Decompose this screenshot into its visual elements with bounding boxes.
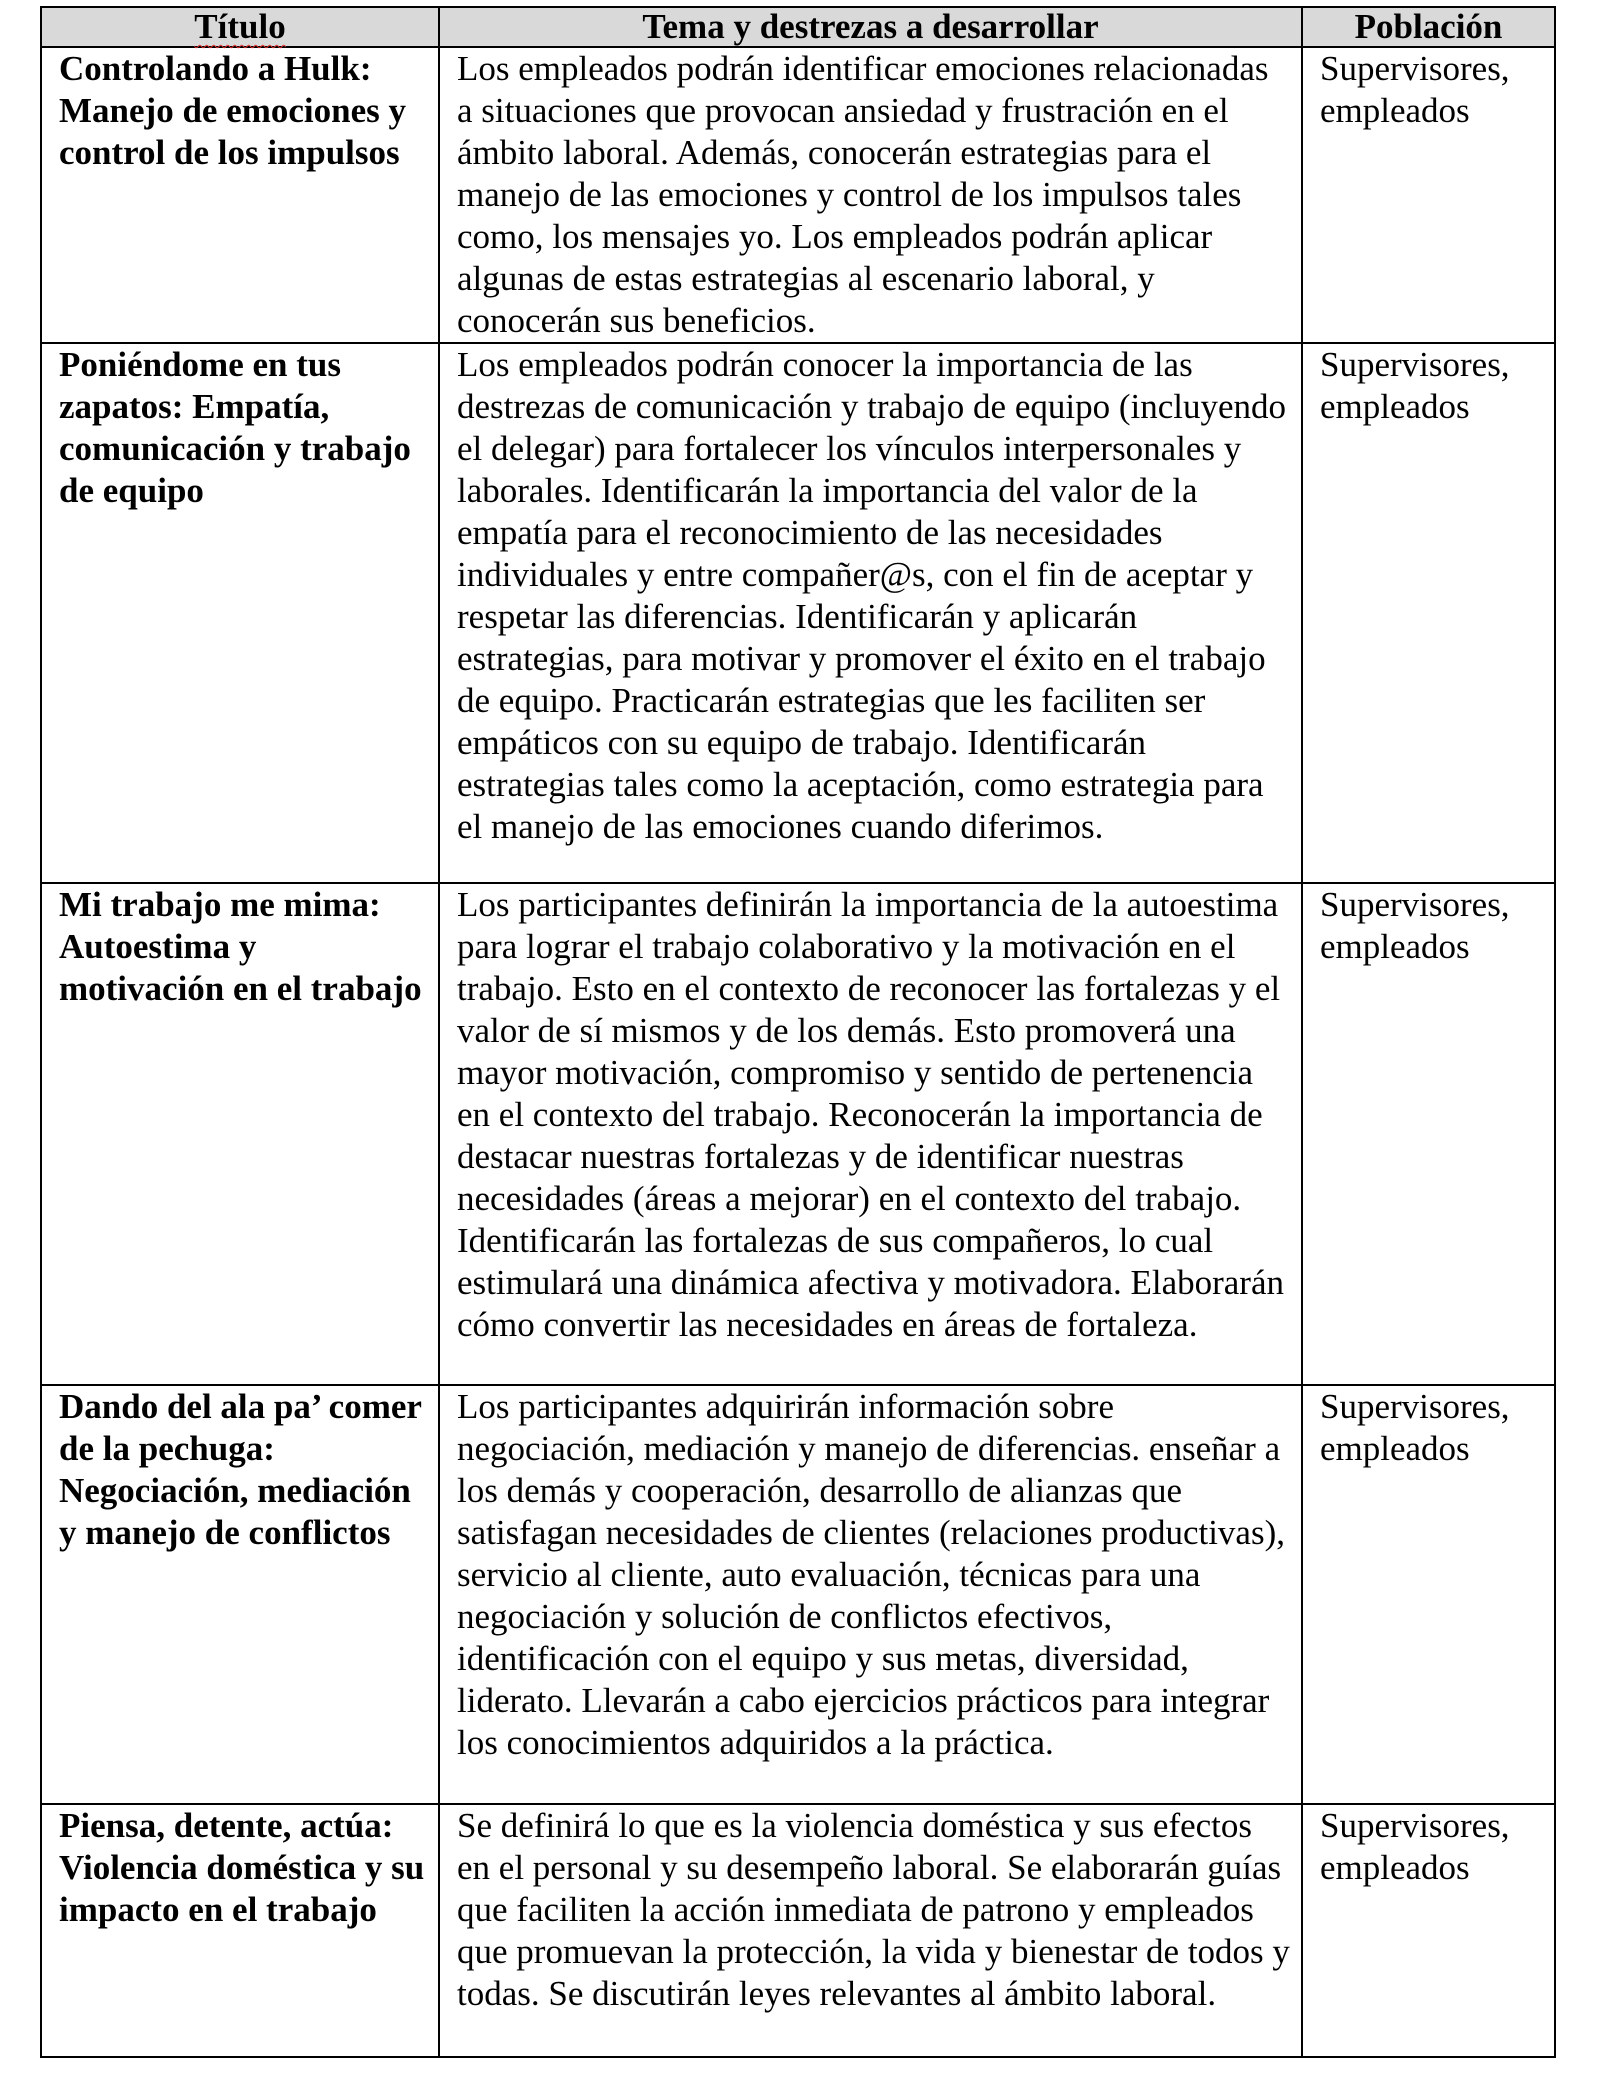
- row-title: Piensa, detente, actúa: Violencia doméstica y su impacto en el trabajo: [41, 1804, 439, 2057]
- table-row: [41, 343, 1555, 883]
- row-population: Supervisores, empleados: [1302, 1385, 1555, 1804]
- row-population: Supervisores, empleados: [1302, 883, 1555, 1385]
- row-title: Controlando a Hulk: Manejo de emociones y control de los impulsos: [41, 47, 439, 343]
- table-row: [41, 1804, 1555, 2057]
- workshop-table: [40, 6, 1556, 2058]
- row-description: Los empleados podrán conocer la importancia de las destrezas de comunicación y trabajo de equipo (incluyendo el delegar) para fortalecer los vínculos interpersonales y laborales. Identificarán la importancia del valor de la empatía para el reconocimiento de las necesidades individuales y entre compañer@s, con el fin de aceptar y respetar las diferencias. Identificarán y aplicarán estrategias, para motivar y promover el éxito en el trabajo de equipo. Practicarán estrategias que les faciliten ser empáticos con su equipo de trabajo. Identificarán estrategias tales como la aceptación, como estrategia para el manejo de las emociones cuando diferimos.: [439, 343, 1302, 883]
- header-title-text: Título: [194, 7, 286, 46]
- row-description: Los participantes definirán la importancia de la autoestima para lograr el trabajo colaborativo y la motivación en el trabajo. Esto en el contexto de reconocer las fortalezas y el valor de sí mismos y de los demás. Esto promoverá una mayor motivación, compromiso y sentido de pertenencia en el contexto del trabajo. Reconocerán la importancia de destacar nuestras fortalezas y de identificar nuestras necesidades (áreas a mejorar) en el contexto del trabajo. Identificarán las fortalezas de sus compañeros, lo cual estimulará una dinámica afectiva y motivadora. Elaborarán cómo convertir las necesidades en áreas de fortaleza.: [439, 883, 1302, 1385]
- header-title: [41, 7, 439, 47]
- row-title: Poniéndome en tus zapatos: Empatía, comunicación y trabajo de equipo: [41, 343, 439, 883]
- table-row: [41, 47, 1555, 343]
- header-topic: Tema y destrezas a desarrollar: [439, 7, 1302, 47]
- row-population: Supervisores, empleados: [1302, 343, 1555, 883]
- row-title: Mi trabajo me mima: Autoestima y motivación en el trabajo: [41, 883, 439, 1385]
- row-population: Supervisores, empleados: [1302, 1804, 1555, 2057]
- row-description: Se definirá lo que es la violencia doméstica y sus efectos en el personal y su desempeño laboral. Se elaborarán guías que faciliten la acción inmediata de patrono y empleados que promuevan la protección, la vida y bienestar de todos y todas. Se discutirán leyes relevantes al ámbito laboral.: [439, 1804, 1302, 2057]
- table-row: [41, 1385, 1555, 1804]
- header-row: [41, 7, 1555, 47]
- header-population: Población: [1302, 7, 1555, 47]
- row-population: Supervisores, empleados: [1302, 47, 1555, 343]
- row-description: Los participantes adquirirán información sobre negociación, mediación y manejo de diferencias. enseñar a los demás y cooperación, desarrollo de alianzas que satisfagan necesidades de clientes (relaciones productivas), servicio al cliente, auto evaluación, técnicas para una negociación y solución de conflictos efectivos, identificación con el equipo y sus metas, diversidad, liderato. Llevarán a cabo ejercicios prácticos para integrar los conocimientos adquiridos a la práctica.: [439, 1385, 1302, 1804]
- table-row: [41, 883, 1555, 1385]
- row-description: Los empleados podrán identificar emociones relacionadas a situaciones que provocan ansiedad y frustración en el ámbito laboral. Además, conocerán estrategias para el manejo de las emociones y control de los impulsos tales como, los mensajes yo. Los empleados podrán aplicar algunas de estas estrategias al escenario laboral, y conocerán sus beneficios.: [439, 47, 1302, 343]
- row-title: Dando del ala pa’ comer de la pechuga: Negociación, mediación y manejo de conflictos: [41, 1385, 439, 1804]
